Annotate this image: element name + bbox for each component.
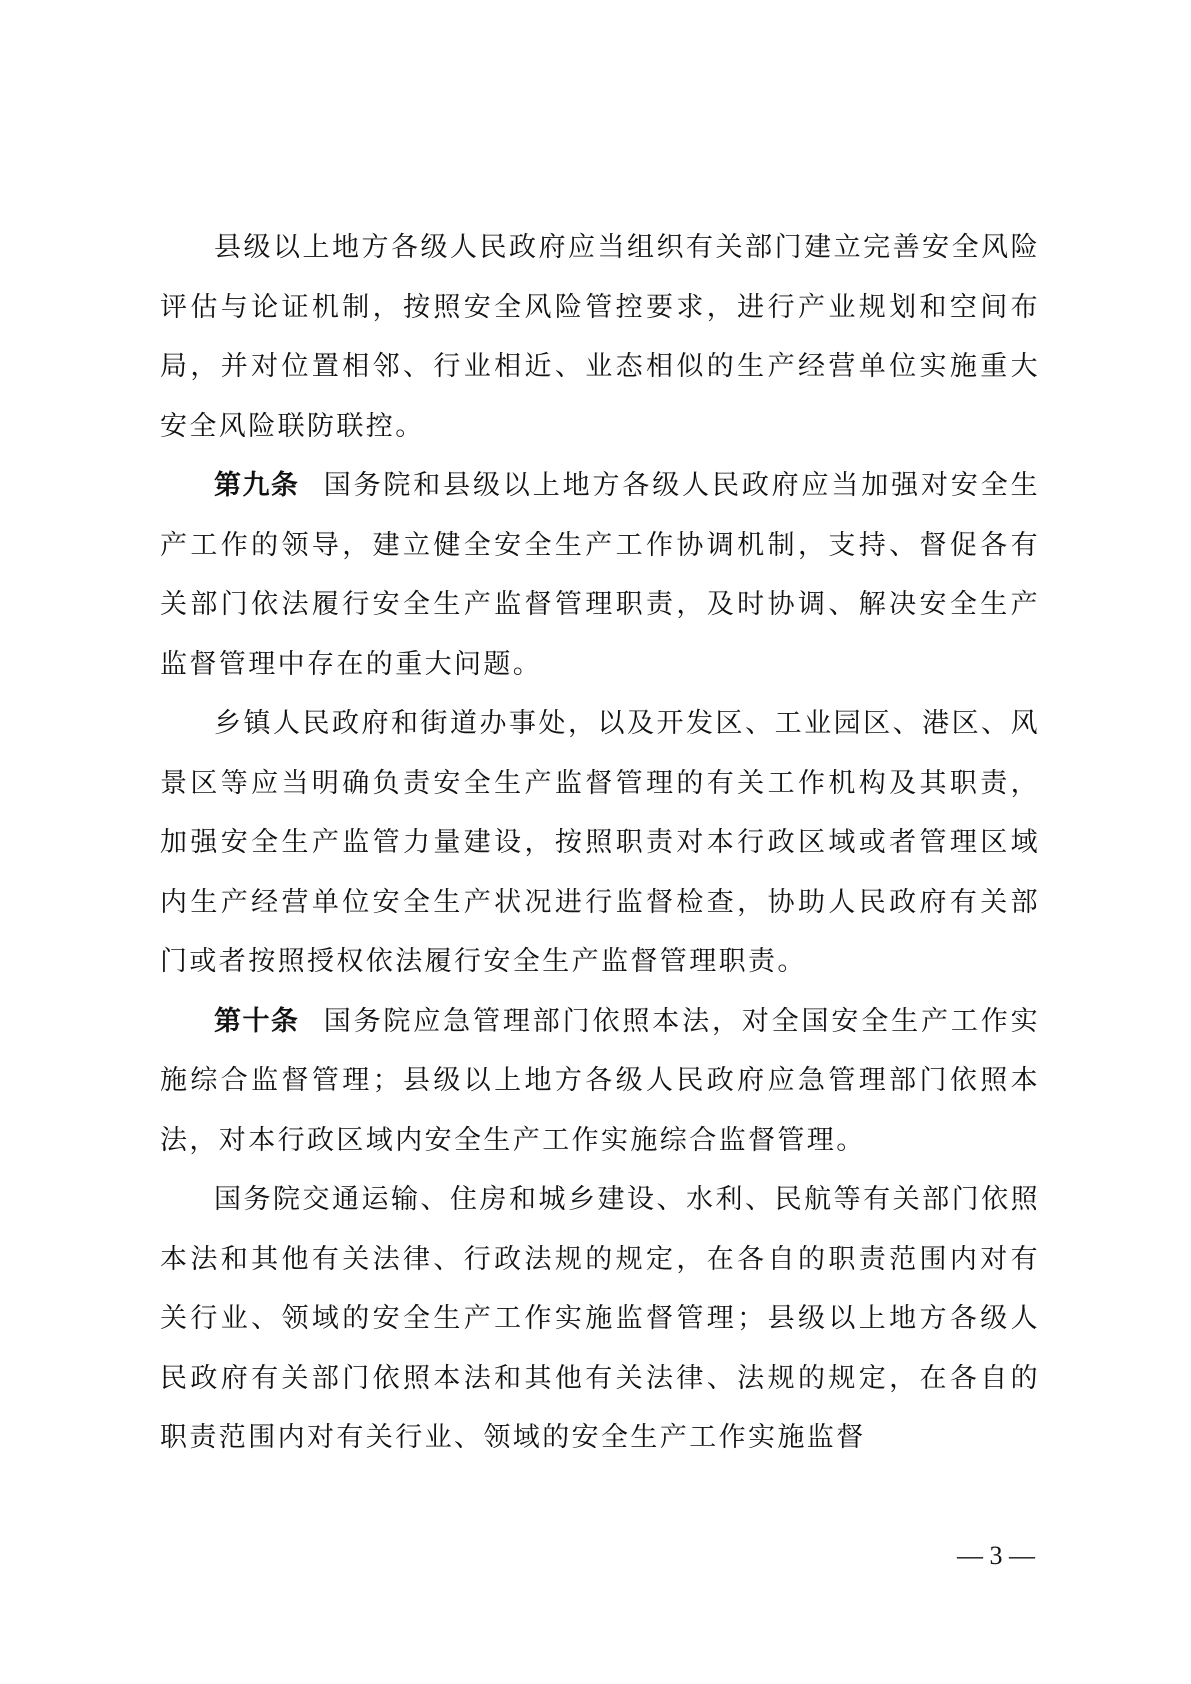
paragraph-3-text: 乡镇人民政府和街道办事处，以及开发区、工业园区、港区、风景区等应当明确负责安全生产监督管理的有关工作机构及其职责，加强安全生产监管力量建设，按照职责对本行政区域或者管理区域内生产经营单位安全生产状况进行监督检查，协助人民政府有关部门或者按照授权依法履行安全生产监督管理职责。 <box>160 708 1040 977</box>
paragraph-5 <box>160 1170 1040 1468</box>
article-9-text: 国务院和县级以上地方各级人民政府应当加强对安全生产工作的领导，建立健全安全生产工作协调机制，支持、督促各有关部门依法履行安全生产监督管理职责，及时协调、解决安全生产监督管理中存在的重大问题。 <box>160 470 1041 680</box>
page-number: — 3 — <box>957 1541 1035 1570</box>
paragraph-article-10 <box>160 992 1040 1171</box>
paragraph-1 <box>160 218 1040 456</box>
document-body <box>160 218 1040 1468</box>
article-10-text: 国务院应急管理部门依照本法，对全国安全生产工作实施综合监督管理；县级以上地方各级人民政府应急管理部门依照本法，对本行政区域内安全生产工作实施综合监督管理。 <box>160 1005 1041 1156</box>
paragraph-3 <box>160 694 1040 992</box>
paragraph-5-text: 国务院交通运输、住房和城乡建设、水利、民航等有关部门依照本法和其他有关法律、行政法规的规定，在各自的职责范围内对有关行业、领域的安全生产工作实施监督管理；县级以上地方各级人民政府有关部门依照本法和其他有关法律、法规的规定，在各自的职责范围内对有关行业、领域的安全生产工作实施监督 <box>160 1184 1040 1453</box>
article-10-heading: 第十条 <box>214 1005 300 1037</box>
paragraph-article-9 <box>160 456 1040 694</box>
paragraph-1-text: 县级以上地方各级人民政府应当组织有关部门建立完善安全风险评估与论证机制，按照安全风险管控要求，进行产业规划和空间布局，并对位置相邻、行业相近、业态相似的生产经营单位实施重大安全风险联防联控。 <box>160 232 1040 442</box>
article-9-heading: 第九条 <box>214 470 300 501</box>
